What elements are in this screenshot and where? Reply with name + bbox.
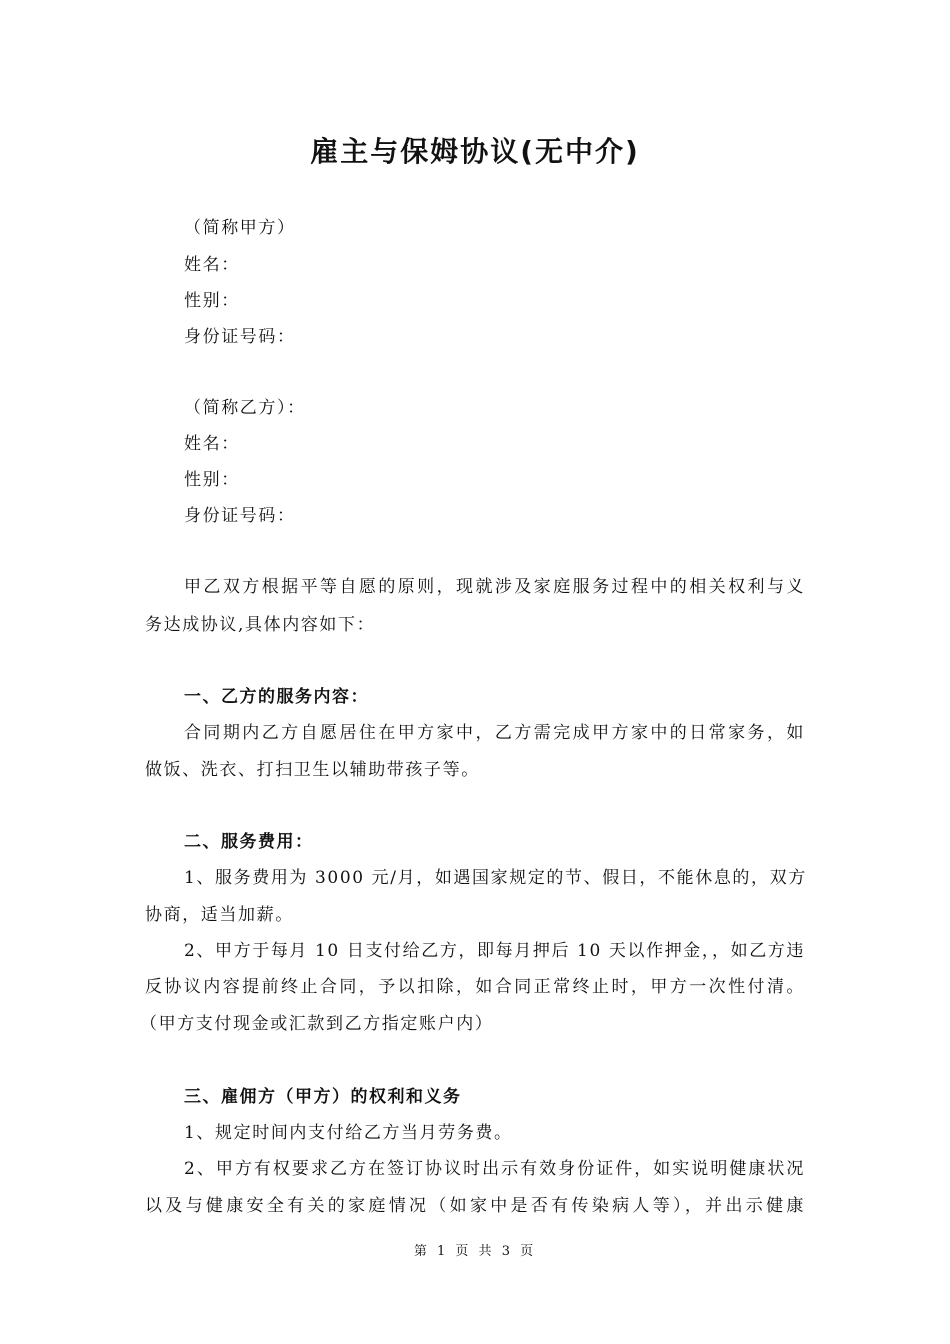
section-3-item-2-line-2: 以及与健康安全有关的家庭情况（如家中是否有传染病人等），并出示健康: [145, 1196, 805, 1216]
party-b-name-field: 姓名：: [184, 434, 240, 454]
section-1-heading: 一、乙方的服务内容：: [184, 687, 369, 707]
party-a-id-field: 身份证号码：: [184, 327, 296, 347]
section-1-line-2: 做饭、洗衣、打扫卫生以辅助带孩子等。: [145, 760, 480, 780]
document-title: 雇主与保姆协议(无中介): [310, 135, 640, 168]
section-2-item-2-line-1: 2、甲方于每月 10 日支付给乙方，即每月押后 10 天以作押金，，如乙方违: [184, 941, 805, 961]
page-footer: 第 1 页 共 3 页: [413, 1244, 537, 1259]
intro-line-1: 甲乙双方根据平等自愿的原则，现就涉及家庭服务过程中的相关权利与义: [184, 577, 805, 597]
party-a-gender-field: 性别：: [184, 291, 240, 311]
section-2-heading: 二、服务费用：: [184, 832, 314, 852]
party-b-label: （简称乙方）：: [184, 398, 306, 418]
party-b-gender-field: 性别：: [184, 470, 240, 490]
party-a-name-field: 姓名：: [184, 255, 240, 275]
section-2-item-2-line-3: （甲方支付现金或汇款到乙方指定账户内）: [140, 1014, 494, 1034]
intro-line-2: 务达成协议,具体内容如下：: [145, 615, 376, 635]
section-3-heading: 三、雇佣方（甲方）的权利和义务: [184, 1087, 462, 1107]
section-2-item-1-line-1: 1、服务费用为 3000 元/月，如遇国家规定的节、假日，不能休息的，双方: [184, 868, 807, 888]
party-a-label: （简称甲方）: [184, 218, 296, 238]
section-2-item-1-line-2: 协商，适当加薪。: [145, 905, 294, 925]
section-1-line-1: 合同期内乙方自愿居住在甲方家中，乙方需完成甲方家中的日常家务，如: [184, 723, 805, 743]
section-2-item-2-line-2: 反协议内容提前终止合同，予以扣除，如合同正常终止时，甲方一次性付清。: [145, 977, 805, 997]
party-b-id-field: 身份证号码：: [184, 506, 296, 526]
section-3-item-2-line-1: 2、甲方有权要求乙方在签订协议时出示有效身份证件，如实说明健康状况: [184, 1159, 805, 1179]
section-3-item-1: 1、规定时间内支付给乙方当月劳务费。: [184, 1123, 513, 1143]
